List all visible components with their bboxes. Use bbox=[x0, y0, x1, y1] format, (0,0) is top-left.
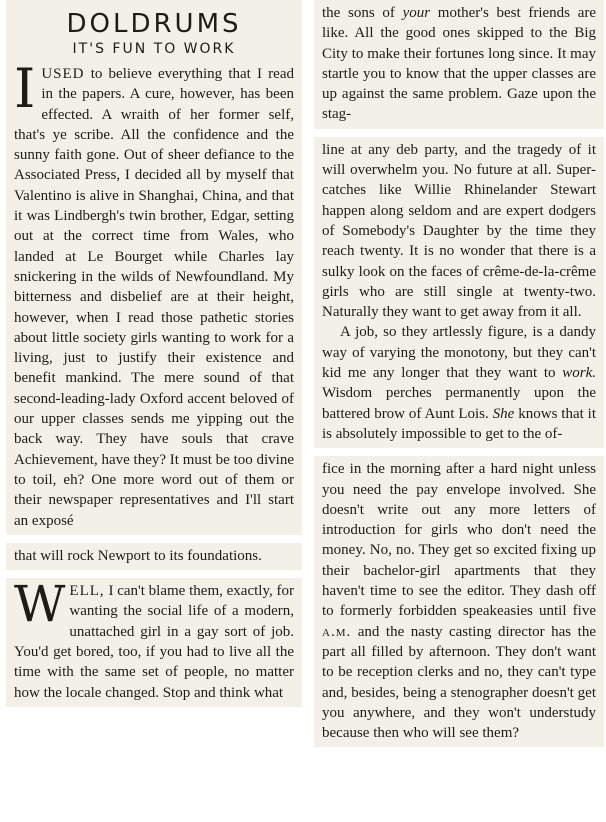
text-run: knows that it is absolutely impossible to get to the of- bbox=[322, 405, 597, 442]
right-middle-panel bbox=[314, 137, 604, 448]
paragraph-2-panel bbox=[6, 575, 302, 707]
text-run: and the nasty casting director has the part all filled by afternoon. They don't want to be reception clerks and no, they can't type and, besides, being a stenographer doesn't get you anywhere, and they won't understudy because then who will see them? bbox=[322, 623, 596, 742]
drop-cap-i: I bbox=[14, 57, 36, 120]
paragraph-5 bbox=[322, 322, 596, 444]
text-run: mother's best friends are like. All the good ones skipped to the Big City to make their fortunes long since. It may startle you to know that the upper classes are up against the same problem. Gaze upon the stag- bbox=[322, 5, 596, 123]
paragraph-1 bbox=[14, 57, 294, 531]
right-bottom-panel bbox=[314, 456, 604, 747]
emphasis: work. bbox=[562, 365, 596, 382]
paragraph-2 bbox=[14, 575, 294, 703]
drop-cap-w: W bbox=[14, 575, 66, 634]
left-column bbox=[6, 0, 302, 715]
time-abbrev: a.m. bbox=[322, 623, 352, 640]
right-top-panel bbox=[314, 0, 604, 129]
article-title: DOLDRUMS bbox=[66, 9, 242, 39]
text-run: the sons of bbox=[322, 5, 403, 21]
continuation-panel bbox=[6, 543, 302, 570]
paragraph-3 bbox=[322, 3, 596, 125]
text-run: A job, so they artlessly figure, is a dandy way of varying the monotony, but they can't kid me any longer that they want to bbox=[322, 324, 596, 382]
paragraph-2-text: I can't blame them, exactly, for wanting the social life of a modern, unattached girl in a gay sort of job. You'd get bored, too, if you had to live all the time with the same set of people, no matter how the locale changed. Stop and think what bbox=[14, 583, 294, 701]
article-subtitle: IT'S FUN TO WORK bbox=[72, 41, 236, 57]
text-run: Wisdom perches permanently upon the battered brow of Aunt Lois. bbox=[322, 385, 596, 422]
paragraph-1-text: to believe everything that I read in the papers. A cure, however, has been effected. A wraith of her former self, that's ye scribe. All the confidence and the sunny faith gone. Out of sheer defiance to the Associated Press, I decided all by myself that Valentino is alive in Shanghai, China, and that it was Lindbergh's twin brother, Edgar, setting out at the correct time from Wales, who landed at Le Bourget while Charles lay snickering in the wilds of Newfoundland. My bitterness and disbelief are at their height, however, when I read those pathetic stories about little society girls wanting to work for a living, just to justify their existence and benefit mankind. The mere sound of that second-leading-lady Oxford accent beloved of our upper classes sends me yipping out the back way. They have souls that crave Achievement, have they? It must be too divine to toil, eh? One more word out of them or their newspaper representatives and I'll start an exposé bbox=[14, 66, 294, 529]
text-run: fice in the morning after a hard night unless you need the pay envelope involved. She doesn't write out any more letters of introduction for girls who don't need the money. No, no. They get so excited fixing up their bachelor-girl apartments that they haven't time to see the editor. They dash off to formerly forbidden speakeasies until five bbox=[322, 461, 596, 620]
paragraph-4: line at any deb party, and the tragedy of it will overwhelm you. No future at all. Super-catches like Willie Rhinelander Stewart happen along seldom and are expert dodgers of Somebody's Daughter by the time they reach twenty. It is no wonder that there is a sulky look on the faces of crême-de-la-crême girls who are still single at twenty-two. Naturally they want to get away from it all. bbox=[322, 141, 596, 321]
lead-word: ELL, bbox=[69, 583, 105, 600]
emphasis: She bbox=[492, 405, 515, 422]
emphasis: your bbox=[402, 5, 431, 21]
paragraph-6 bbox=[322, 459, 596, 743]
lead-word: USED bbox=[41, 66, 85, 82]
paragraph-1-continued: that will rock Newport to its foundations. bbox=[14, 547, 262, 564]
right-column bbox=[314, 0, 604, 755]
article-intro-panel bbox=[6, 0, 302, 535]
